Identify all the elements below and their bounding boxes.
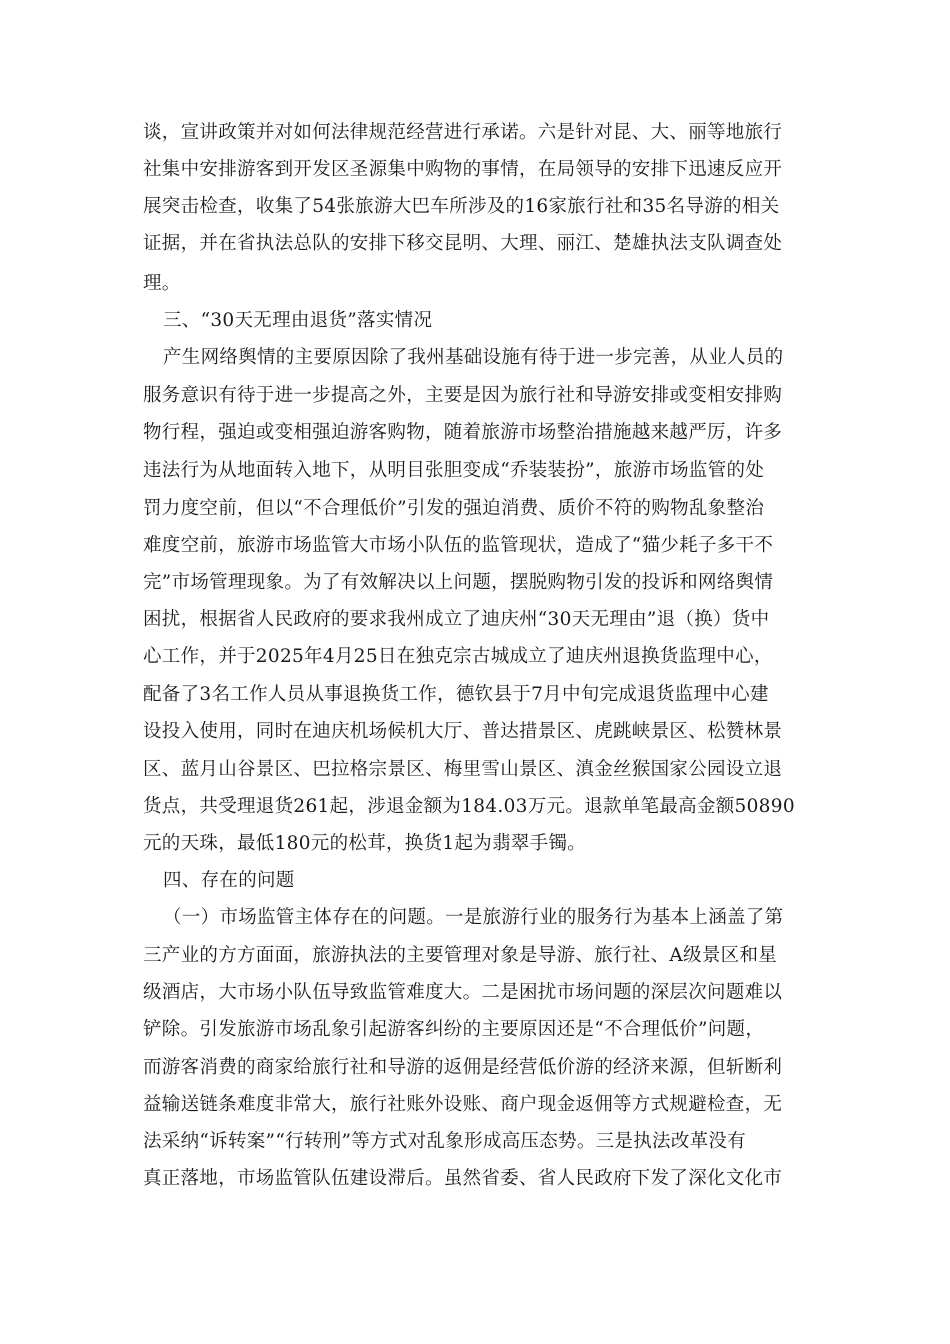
text-line: 而游客消费的商家给旅行社和导游的返佣是经营低价游的经济来源，但斩断利 xyxy=(143,1057,783,1078)
text-line: 展突击检查，收集了54张旅游大巴车所涉及的16家旅行社和35名导游的相关 xyxy=(143,196,780,217)
text-line: 设投入使用，同时在迪庆机场候机大厅、普达措景区、虎跳峡景区、松赞林景 xyxy=(143,721,783,742)
text-line: 法采纳“诉转案”“行转刑”等方式对乱象形成高压态势。三是执法改革没有 xyxy=(143,1131,747,1152)
text-line: 社集中安排游客到开发区圣源集中购物的事情，在局领导的安排下迅速反应开 xyxy=(143,159,783,180)
text-line: 理。 xyxy=(143,273,181,294)
text-line: 违法行为从地面转入地下，从明目张胆变成“乔装装扮”，旅游市场监管的处 xyxy=(143,460,765,481)
text-line: 铲除。引发旅游市场乱象引起游客纠纷的主要原因还是“不合理低价”问题， xyxy=(143,1019,765,1040)
text-line: 产生网络舆情的主要原因除了我州基础设施有待于进一步完善，从业人员的 xyxy=(163,347,784,368)
text-line: 完”市场管理现象。为了有效解决以上问题，摆脱购物引发的投诉和网络舆情 xyxy=(143,572,774,593)
text-line: 证据，并在省执法总队的安排下移交昆明、大理、丽江、楚雄执法支队调查处 xyxy=(143,233,783,254)
section-heading: 三、“30天无理由退货”落实情况 xyxy=(163,310,433,331)
text-line: 元的天珠，最低180元的松茸，换货1起为翡翠手镯。 xyxy=(143,833,587,854)
text-line: 服务意识有待于进一步提高之外，主要是因为旅行社和导游安排或变相安排购 xyxy=(143,385,783,406)
text-line: 配备了3名工作人员从事退换货工作，德钦县于7月中旬完成退货监理中心建 xyxy=(143,684,769,705)
section-heading: 四、存在的问题 xyxy=(163,870,295,891)
text-line: 难度空前，旅游市场监管大市场小队伍的监管现状，造成了“猫少耗子多干不 xyxy=(143,535,774,556)
text-line: 三产业的方方面面，旅游执法的主要管理对象是导游、旅行社、A级景区和星 xyxy=(143,945,778,966)
text-line: 货点，共受理退货261起，涉退金额为184.03万元。退款单笔最高金额50890 xyxy=(143,796,795,817)
text-line: 益输送链条难度非常大，旅行社账外设账、商户现金返佣等方式规避检查，无 xyxy=(143,1094,783,1115)
text-line: 物行程，强迫或变相强迫游客购物，随着旅游市场整治措施越来越严厉，许多 xyxy=(143,422,783,443)
text-line: 罚力度空前，但以“不合理低价”引发的强迫消费、质价不符的购物乱象整治 xyxy=(143,498,765,519)
text-line: 级酒店，大市场小队伍导致监管难度大。二是困扰市场问题的深层次问题难以 xyxy=(143,982,783,1003)
text-line: 困扰，根据省人民政府的要求我州成立了迪庆州“30天无理由”退（换）货中 xyxy=(143,609,770,630)
text-line: 区、蓝月山谷景区、巴拉格宗景区、梅里雪山景区、滇金丝猴国家公园设立退 xyxy=(143,759,783,780)
text-line: 真正落地，市场监管队伍建设滞后。虽然省委、省人民政府下发了深化文化市 xyxy=(143,1168,783,1189)
text-line: 心工作，并于2025年4月25日在独克宗古城成立了迪庆州退换货监理中心， xyxy=(143,646,773,667)
text-line: （一）市场监管主体存在的问题。一是旅游行业的服务行为基本上涵盖了第 xyxy=(163,907,784,928)
text-line: 谈，宣讲政策并对如何法律规范经营进行承诺。六是针对昆、大、丽等地旅行 xyxy=(143,122,783,143)
